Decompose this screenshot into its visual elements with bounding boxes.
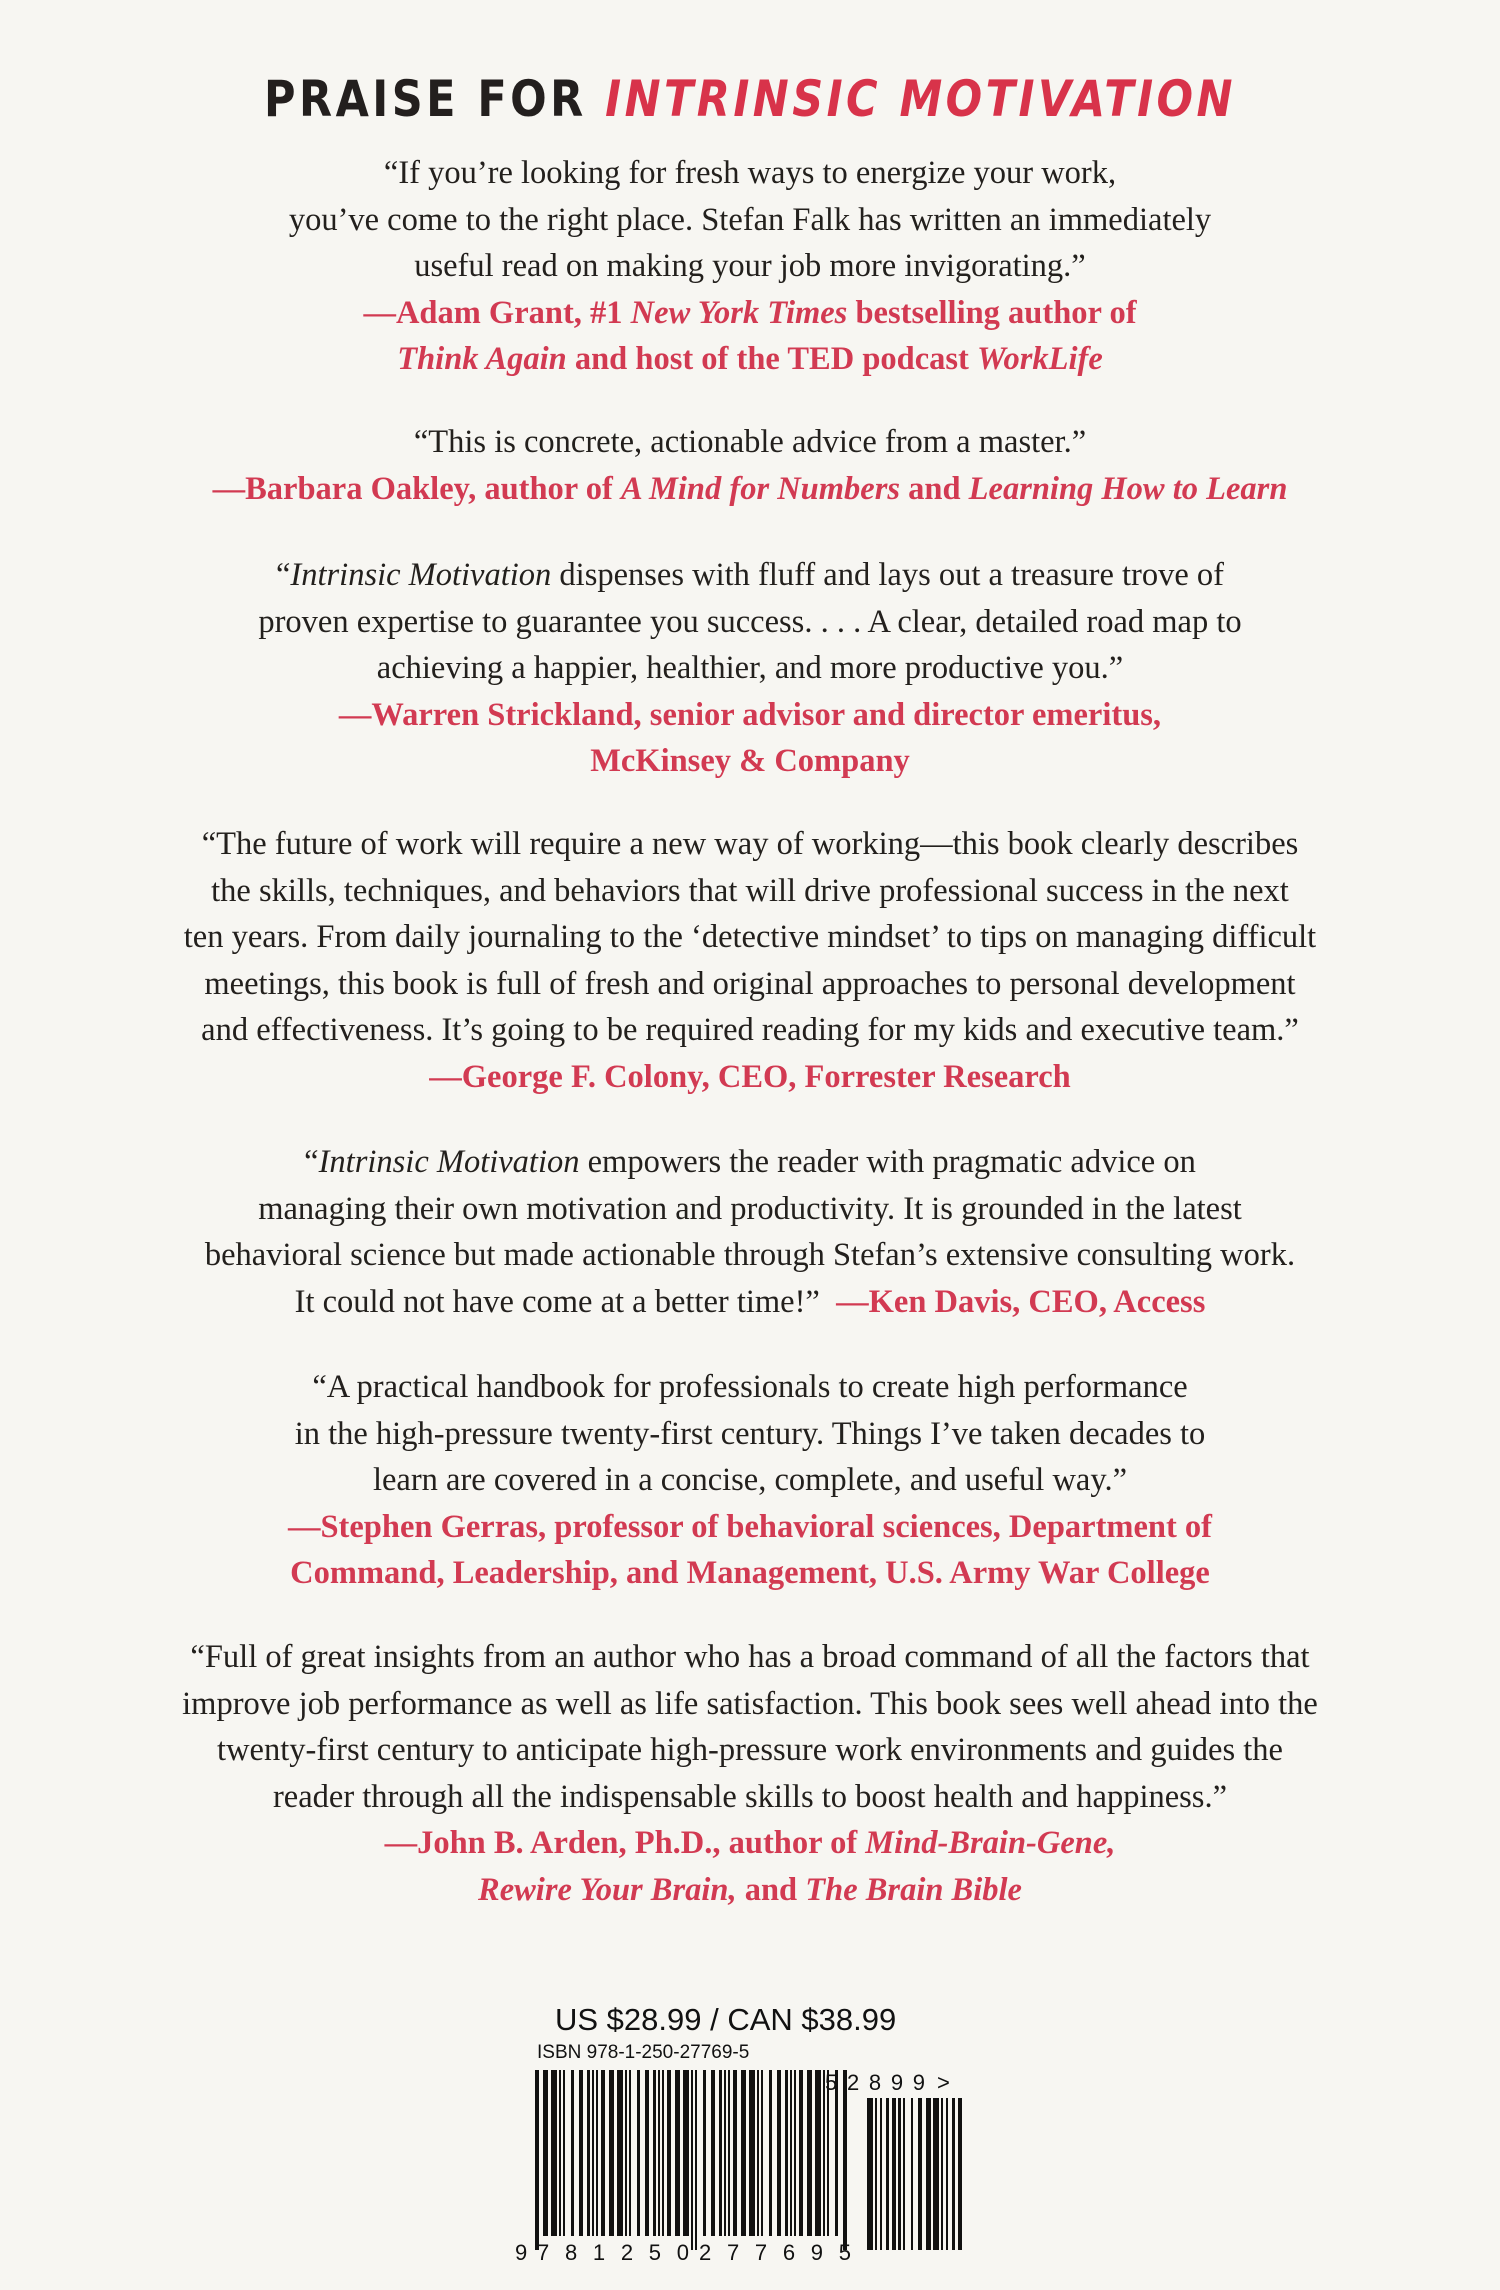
quote-stephen-gerras bbox=[0, 1364, 1500, 1597]
barcode-bar bbox=[645, 2070, 649, 2236]
barcode-bar bbox=[875, 2098, 877, 2250]
quote-line: twenty-first century to anticipate high-pressure work environments and guides the bbox=[217, 1732, 1283, 1768]
quote-line: “Full of great insights from an author who has a broad command of all the factors that bbox=[190, 1639, 1310, 1675]
isbn-barcode-bars bbox=[535, 2070, 847, 2250]
quote-line: the skills, techniques, and behaviors that will drive professional success in the next bbox=[211, 872, 1289, 909]
quote-ken-davis bbox=[0, 1139, 1500, 1325]
barcode-bar bbox=[711, 2070, 715, 2236]
quote-line: proven expertise to guarantee you success. . . . A clear, detailed road map to bbox=[258, 603, 1242, 640]
attribution-line: —Barbara Oakley, author of A Mind for Numbers and Learning How to Learn bbox=[212, 470, 1288, 507]
barcode-bar bbox=[958, 2098, 962, 2250]
quote-line: achieving a happier, healthier, and more productive you.” bbox=[376, 650, 1124, 686]
barcode-bar bbox=[559, 2070, 561, 2236]
barcode-bar bbox=[785, 2070, 788, 2236]
barcode-bar bbox=[719, 2070, 722, 2236]
barcode-digits-left: 781250 bbox=[537, 2240, 689, 2265]
quote-line: reader through all the indispensable skills to boost health and happiness.” bbox=[272, 1778, 1228, 1815]
attribution-line: —Stephen Gerras, professor of behavioral sciences, Department of bbox=[287, 1508, 1212, 1545]
attribution-line: —George F. Colony, CEO, Forrester Research bbox=[429, 1058, 1071, 1095]
quote-george-colony bbox=[0, 821, 1500, 1100]
barcode-bar bbox=[749, 2070, 755, 2236]
quote-line: “If you’re looking for fresh ways to energize your work, bbox=[383, 155, 1117, 191]
attribution-line: Command, Leadership, and Management, U.S. Army War College bbox=[290, 1555, 1210, 1591]
praise-heading bbox=[105, 70, 1395, 128]
barcode-bar bbox=[625, 2070, 627, 2236]
barcode-bar bbox=[794, 2070, 796, 2236]
barcode-bar bbox=[662, 2070, 664, 2236]
quote-line: “This is concrete, actionable advice from a master.” bbox=[413, 424, 1087, 460]
attribution-line: —Adam Grant, #1 New York Times bestselling author of bbox=[363, 294, 1137, 331]
barcode-bar bbox=[952, 2098, 955, 2250]
barcode-bar bbox=[867, 2098, 873, 2250]
quote-line: learn are covered in a concise, complete, and useful way.” bbox=[372, 1462, 1128, 1498]
barcode-block bbox=[515, 2002, 975, 2272]
barcode-bar bbox=[658, 2070, 660, 2236]
barcode-bar bbox=[911, 2098, 913, 2250]
barcode-bar bbox=[741, 2070, 746, 2236]
attribution-line: Rewire Your Brain, and The Brain Bible bbox=[478, 1871, 1022, 1908]
barcode-bar bbox=[563, 2070, 565, 2236]
attribution-line: —Warren Strickland, senior advisor and director emeritus, bbox=[338, 696, 1162, 733]
barcode-bar bbox=[799, 2070, 803, 2236]
barcode-bar bbox=[551, 2070, 557, 2236]
barcode-bar bbox=[587, 2070, 590, 2236]
quote-john-arden bbox=[0, 1634, 1500, 1913]
barcode-bar bbox=[769, 2070, 772, 2236]
barcode-bar bbox=[728, 2070, 730, 2236]
quote-line: improve job performance as well as life satisfaction. This book sees well ahead into the bbox=[182, 1685, 1318, 1722]
barcode-bar bbox=[926, 2098, 931, 2250]
barcode-bar bbox=[667, 2070, 671, 2236]
barcode-bar bbox=[903, 2098, 905, 2250]
quote-line: behavioral science but made actionable through Stefan’s extensive consulting work. bbox=[204, 1237, 1296, 1273]
quote-line: “A practical handbook for professionals to create high performance bbox=[312, 1369, 1188, 1405]
quote-line: meetings, this book is full of fresh and original approaches to personal development bbox=[204, 965, 1296, 1002]
quote-line: “Intrinsic Motivation empowers the reader with pragmatic advice on bbox=[304, 1144, 1196, 1180]
quote-line: It could not have come at a better time!” —Ken Davis, CEO, Access bbox=[294, 1283, 1206, 1320]
quote-line: ten years. From daily journaling to the ‘detective mindset’ to tips on managing difficult bbox=[183, 919, 1317, 955]
barcode-bar bbox=[703, 2070, 706, 2236]
quote-line: you’ve come to the right place. Stefan Falk has written an immediately bbox=[288, 201, 1212, 238]
barcode-bar bbox=[543, 2070, 548, 2236]
barcode-bar bbox=[617, 2070, 623, 2236]
barcode-bar bbox=[880, 2098, 882, 2250]
barcode-bar bbox=[695, 2070, 697, 2250]
barcode-bar bbox=[601, 2070, 605, 2236]
price-label: US $28.99 / CAN $38.99 bbox=[555, 2002, 897, 2037]
barcode-bar bbox=[941, 2098, 943, 2250]
barcode-bar bbox=[733, 2070, 737, 2236]
attribution-line: Think Again and host of the TED podcast WorkLife bbox=[397, 341, 1103, 377]
barcode-bar bbox=[886, 2098, 889, 2250]
quote-line: “The future of work will require a new way of working—this book clearly describes bbox=[201, 826, 1299, 862]
barcode-digit-first: 9 bbox=[515, 2240, 528, 2265]
quote-warren-strickland bbox=[0, 552, 1500, 785]
barcode-bar bbox=[807, 2070, 812, 2236]
barcode-bar bbox=[892, 2098, 896, 2250]
barcode-bar bbox=[535, 2070, 539, 2250]
barcode-bar bbox=[757, 2070, 759, 2236]
quote-line: “Intrinsic Motivation dispenses with fluff and lays out a treasure trove of bbox=[275, 557, 1224, 593]
barcode-bar bbox=[653, 2070, 656, 2236]
barcode-bar bbox=[596, 2070, 598, 2236]
quote-line: and effectiveness. It’s going to be required reading for my kids and executive team.” bbox=[201, 1012, 1299, 1048]
addon-digits: 52899 bbox=[825, 2070, 925, 2095]
quote-barbara-oakley bbox=[0, 419, 1500, 512]
attribution-line: —John B. Arden, Ph.D., author of Mind-Brain-Gene, bbox=[384, 1825, 1116, 1861]
barcode-bar bbox=[790, 2070, 792, 2236]
barcode-bar bbox=[777, 2070, 781, 2236]
barcode-bar bbox=[691, 2070, 693, 2250]
isbn-label: ISBN 978-1-250-27769-5 bbox=[537, 2042, 750, 2063]
quote-adam-grant bbox=[0, 150, 1500, 383]
quote-line: in the high-pressure twenty-first century. Things I’ve taken decades to bbox=[294, 1415, 1206, 1452]
barcode-bar bbox=[898, 2098, 901, 2250]
barcode-bar bbox=[592, 2070, 594, 2236]
barcode-bar bbox=[946, 2098, 948, 2250]
addon-marker: > bbox=[937, 2070, 950, 2095]
barcode-bar bbox=[815, 2070, 821, 2236]
barcode-bar bbox=[933, 2098, 939, 2250]
barcode-bar bbox=[761, 2070, 763, 2236]
barcode-bar bbox=[918, 2098, 922, 2250]
quote-line: useful read on making your job more invigorating.” bbox=[414, 248, 1086, 284]
barcode-bar bbox=[629, 2070, 631, 2236]
barcode-bar bbox=[843, 2070, 847, 2250]
barcode-digits-right: 277695 bbox=[699, 2240, 851, 2265]
barcode-bar bbox=[609, 2070, 614, 2236]
barcode-bar bbox=[724, 2070, 726, 2236]
barcode-bar bbox=[637, 2070, 640, 2236]
heading-book-title: INTRINSIC MOTIVATION bbox=[605, 70, 1236, 128]
quote-line: managing their own motivation and productivity. It is grounded in the latest bbox=[258, 1190, 1242, 1227]
barcode-bar bbox=[683, 2070, 689, 2236]
barcode-bar bbox=[579, 2070, 583, 2236]
barcode-bar bbox=[571, 2070, 574, 2236]
attribution-line: McKinsey & Company bbox=[590, 743, 910, 779]
attribution-inline: —Ken Davis, CEO, Access bbox=[836, 1283, 1206, 1320]
price-addon-barcode-bars bbox=[867, 2098, 962, 2250]
barcode-bar bbox=[675, 2070, 680, 2236]
heading-lead: PRAISE FOR bbox=[264, 70, 587, 128]
